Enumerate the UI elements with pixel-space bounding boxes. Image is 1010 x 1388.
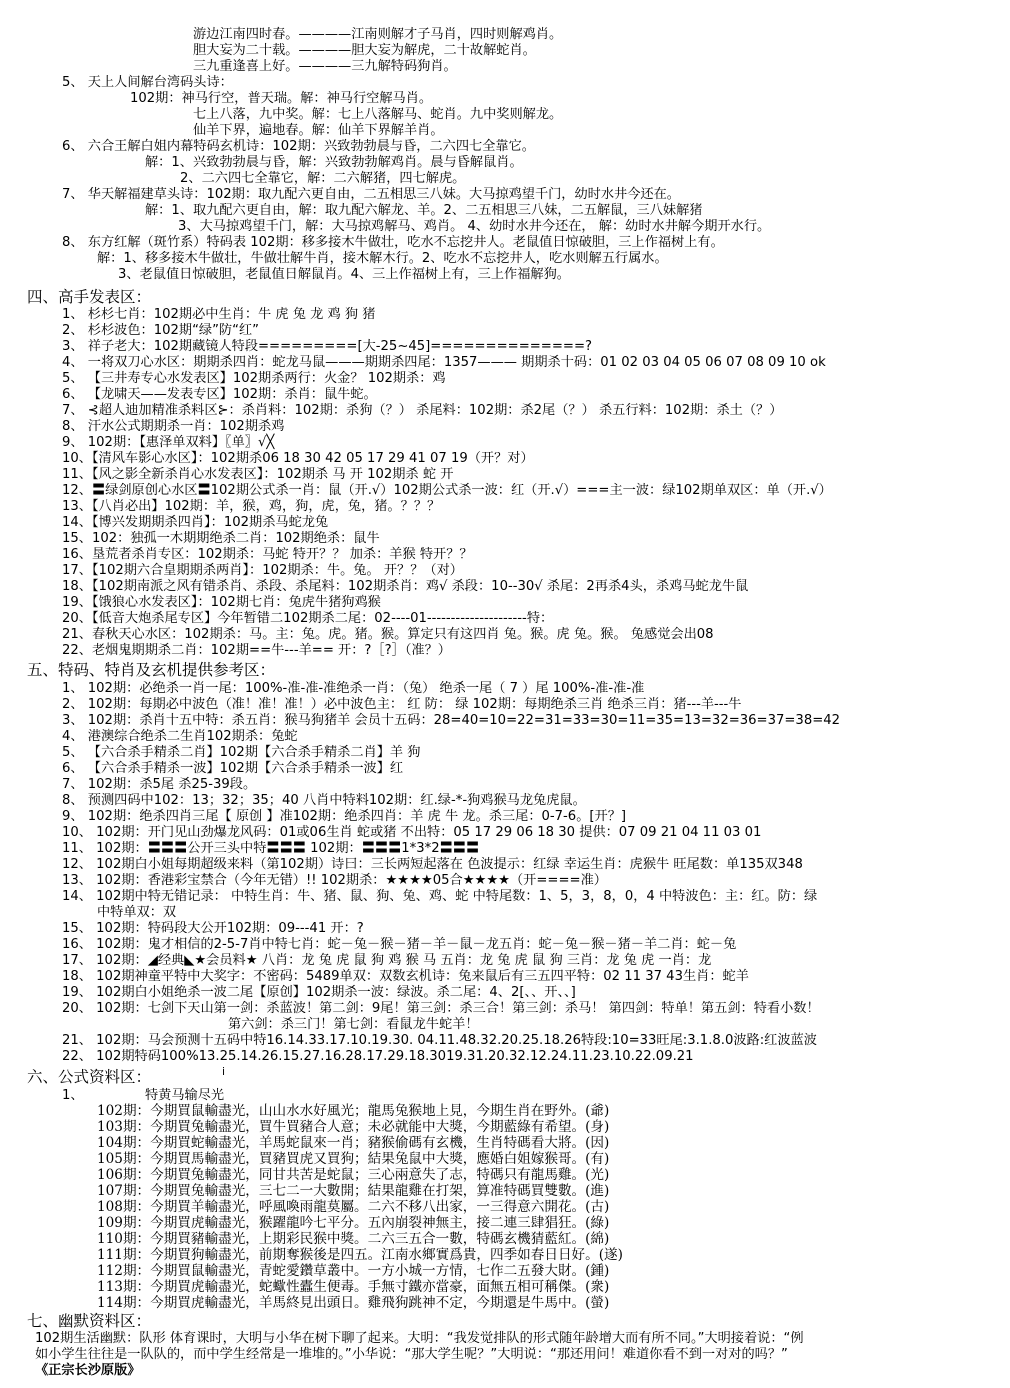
text-mark: i <box>222 1064 226 1078</box>
text-line: 104期：今期買蛇輸盡光，羊馬蛇鼠來一肖；豬猴偷碼有玄機，生肖特碼看大將。(因) <box>97 1135 610 1152</box>
text-line: 17、【102期六合皇期期杀两肖】：102期杀：牛。兔。 开？？（对） <box>62 563 463 579</box>
text-line: 解：1、兴致勃勃晨与昏，解：兴致勃勃解鸡肖。晨与昏解鼠肖。 <box>145 154 523 170</box>
text-line: 105期：今期買馬輸盡光，買豬買虎又買狗；結果兔鼠中大獎，應婚白姐嫁猴哥。(有) <box>97 1151 610 1168</box>
text-line: 4、 港澳综合绝杀二生肖102期杀：兔蛇 <box>62 728 298 744</box>
text-line: 102期生活幽默：队形 体育课时，大明与小华在树下聊了起来。大明：“我发觉排队的形式随年龄增大而有所不同。”大明接着说：“例 <box>35 1331 804 1346</box>
text-line: 解：1、移多接木牛做壮，牛做壮解牛肖，接木解木行。2、吃水不忘挖井人，吃水则解五行属水。 <box>97 250 668 266</box>
text-line: 1、 杉杉七肖：102期必中生肖：牛 虎 兔 龙 鸡 狗 猪 <box>62 307 376 323</box>
text-line: 106期：今期買兔輸盡光，同甘共苦是蛇鼠；三心兩意失了志，特碼只有龍馬雞。(光) <box>97 1167 610 1184</box>
text-line: 102期：神马行空，普天瑞。解：神马行空解马肖。 <box>130 90 433 106</box>
text-line: 14、 102期中特无错记录： 中特生肖：牛、猪、鼠、狗、兔、鸡、蛇 中特尾数：1、5，3，8，0，4 中特波色：主：红。防：绿 <box>62 888 818 904</box>
text-line: 21、春秋天心水区：102期杀：马。主：兔。虎。猪。猴。算定只有这四肖 兔。猴。虎 兔。猴。 兔感觉会出08 <box>62 627 714 643</box>
section-title: 六、公式资料区： <box>27 1067 152 1086</box>
text-line: 12、〓绿剑原创心水区〓102期公式杀一肖：鼠（开.√）102期公式杀一波：红（开.√）===主一波：绿102期单双区：单（开.√） <box>62 483 832 499</box>
text-line: 20、 102期：七剑下天山第一剑：杀蓝波！第二剑：9尾！第三剑：杀三合！第三剑：杀马！ 第四剑：特单！第五剑：特看小数！ <box>62 1000 820 1016</box>
text-line: 111期：今期買狗輸盡光，前期奪猴後是四五。江南水鄉實爲貴，四季如春日日好。(遂) <box>97 1247 623 1264</box>
text-line: 112期：今期買鼠輸盡光，青蛇愛鑽草叢中。一方小城一方情，七作二五發大財。(鍾) <box>97 1263 610 1280</box>
text-line: 中特单双：双 <box>97 904 177 920</box>
text-line: 2、 102期：每期必中波色（准！准！准！）必中波色主： 红 防： 绿 102期：每期绝杀三肖 绝杀三肖：猪---羊---牛 <box>62 696 742 712</box>
text-line: 19、【饿狼心水发表区】：102期七肖：兔虎牛猪狗鸡猴 <box>62 595 381 611</box>
text-line: 14、【博兴发期期杀四肖】：102期杀马蛇龙兔 <box>62 515 329 531</box>
text-line: 114期：今期買虎輸盡光，羊馬終見出頭日。雞飛狗跳神不定，今期還是牛馬中。(螢) <box>97 1295 610 1312</box>
text-line: 6、 【六合杀手精杀一波】102期【六合杀手精杀一波】红 <box>62 760 404 776</box>
text-line: 4、 一将双刀心水区：期期杀四肖：蛇龙马鼠———期期杀四尾：1357——— 期期杀十码：01 02 03 04 05 06 07 08 09 10 ok <box>62 355 826 371</box>
text-line: 游边江南四时春。————江南则解才子马肖，四时则解鸡肖。 <box>193 27 563 42</box>
text-line: 19、 102期白小姐绝杀一波二尾【原创】102期杀一波：绿波。杀二尾：4、2[、、开、、] <box>62 984 576 1000</box>
text-line: 如小学生往往是一队队的，而中学生经常是一堆堆的。”小华说：“那大学生呢？”大明说：“那还用问！难道你看不到一对对的吗？” <box>35 1347 788 1362</box>
text-line: 103期：今期買兔輸盡光，買牛買豬合人意；未必就能中大獎，今期藍綠有希望。(身) <box>97 1119 610 1136</box>
text-line: 108期：今期買羊輸盡光，呼風喚雨龍莫屬。二六不移八出家，一三得意六開花。(古) <box>97 1199 610 1216</box>
text-line: 7、 102期：杀5尾 杀25-39段。 <box>62 776 257 792</box>
text-line: 6、 【龙啸天——发表专区】102期：杀肖：鼠牛蛇。 <box>62 387 377 403</box>
text-line: 18、 102期神童平特中大奖字：不密码：5489单双：双数玄机诗：兔来鼠后有三五四平特：02 11 37 43生肖：蛇羊 <box>62 968 749 984</box>
text-line: 6、 六合王解白姐内幕特码玄机诗：102期：兴致勃勃晨与昏，二六四七全靠它。 <box>62 138 535 154</box>
section-title: 四、高手发表区： <box>27 287 152 306</box>
text-line: 16、垦荒者杀肖专区：102期杀：马蛇 特开？？ 加杀：羊猴 特开？？ <box>62 547 473 563</box>
text-line: 3、 祥子老大：102期藏镜人特段=========[大-25~45]==============? <box>62 339 592 355</box>
text-line: 13、【八肖必出】102期：羊，猴，鸡，狗，虎，兔，猪。？？？ <box>62 499 441 515</box>
text-line: 12、 102期白小姐每期超级来料（第102期）诗曰：三长两短起落在 色波提示：红绿 幸运生肖：虎猴牛 旺尾数：单135双348 <box>62 856 803 872</box>
text-line: 7、 华天解福建草头诗：102期：取九配六更自由，二五相思三八妹。大马掠鸡望千门，幼时水井今还在。 <box>62 186 680 202</box>
text-line: 2、 杉杉波色：102期“绿”防“红” <box>62 323 259 339</box>
text-line: 18、【102期南派之风有错杀肖、杀段、杀尾料：102期杀肖：鸡√ 杀段：10--30√ 杀尾：2再杀4头，杀鸡马蛇龙牛鼠 <box>62 579 749 595</box>
text-line: 7、 ⊰超人迪加精准杀料区⊱：杀肖料：102期：杀狗（？） 杀尾料：102期：杀2尾（？） 杀五行料：102期：杀土（？） <box>62 403 783 419</box>
text-line: 21、 102期：马会预测十五码中特16.14.33.17.10.19.30. 04.11.48.32.20.25.18.26特段:10=33旺尾:3.1.8.0波路:红波蓝波 <box>62 1032 817 1048</box>
text-line: 5、 【六合杀手精杀二肖】102期【六合杀手精杀二肖】羊 狗 <box>62 744 421 760</box>
text-line: 8、 东方红解（斑竹系）特码表 102期：移多接木牛做壮，吃水不忘挖井人。老鼠值日惊破胆，三上作福树上有。 <box>62 234 724 250</box>
text-line: 10、 102期：开门见山劲爆龙风码：01或06生肖 蛇或猪 不出特：05 17 29 06 18 30 提供：07 09 21 04 11 03 01 <box>62 824 762 840</box>
text-line: 102期：今期買鼠輸盡光，山山水水好風光；龍馬兔猴地上見，今期生肖在野外。(爺) <box>97 1103 610 1120</box>
text-line: 5、 天上人间解台湾码头诗： <box>62 74 233 90</box>
text-line: 2、二六四七全靠它，解：二六解猪，四七解虎。 <box>180 170 466 186</box>
text-line: 3、大马掠鸡望千门，解：大马掠鸡解马、鸡肖。 4、幼时水井今还在， 解：幼时水井解今期开水行。 <box>178 218 771 234</box>
text-line: 109期：今期買虎輸盡光，猴躍龍吟七平分。五內崩裂神無主，接二連三肆猖狂。(綠) <box>97 1215 610 1232</box>
text-line: 15、 102期：特码段大公开102期：09---41 开：? <box>62 920 364 936</box>
text-line: 16、 102期：鬼才相信的2-5-7肖中特七肖：蛇－兔－猴－猪－羊－鼠－龙五肖：蛇－兔－猴－猪－羊二肖：蛇－兔 <box>62 936 737 952</box>
text-line: 三九重逢喜上好。————三九解特码狗肖。 <box>193 58 457 74</box>
text-line: 仙羊下界，遍地春。解：仙羊下界解羊肖。 <box>193 122 444 138</box>
text-line: 七上八落，九中奖。解：七上八落解马、蛇肖。九中奖则解龙。 <box>193 106 563 122</box>
text-line: 15、102：独孤一木期期绝杀二肖：102期绝杀：鼠牛 <box>62 531 380 547</box>
text-line: 8、 汗水公式期期杀一肖：102期杀鸡 <box>62 419 285 435</box>
text-line: 22、老烟鬼期期杀二肖：102期==牛---羊== 开：?［?］（准？） <box>62 643 451 659</box>
text-line: 9、 102期：【惠泽单双料】〖单〗√╳ <box>62 435 275 451</box>
section-title: 五、特码、特肖及玄机提供参考区： <box>27 661 276 680</box>
text-line: 11、【风之影全新杀肖心水发表区】：102期杀 马 开 102期杀 蛇 开 <box>62 467 454 483</box>
text-line: 17、 102期：◢经典◣★会员料★ 八肖：龙 兔 虎 鼠 狗 鸡 猴 马 五肖：龙 兔 虎 鼠 狗 三肖：龙 兔 虎 一肖：龙 <box>62 952 712 968</box>
item-title: 特黄马输尽光 <box>145 1088 225 1104</box>
text-line: 22、 102期特码100%13.25.14.26.15.27.16.28.17.29.18.3019.31.20.32.12.24.11.23.10.22.09.21 <box>62 1048 694 1064</box>
text-line: 5、 【三井寿专心水发表区】102期杀两行：火金？ 102期杀：鸡 <box>62 371 446 387</box>
text-line: 13、 102期：香港彩宝禁合（今年无错）!! 102期杀：★★★★05合★★★★（开====准） <box>62 872 607 888</box>
section-title: 七、幽默资料区： <box>27 1312 152 1331</box>
text-line: 110期：今期買豬輸盡光，上期彩民猴中獎。二六三五合一數，特碼玄機猜藍紅。(綿) <box>97 1231 610 1248</box>
text-line: 3、 102期：杀肖十五中特：杀五肖：猴马狗猪羊 会员十五码：28=40=10=22=31=33=30=11=35=13=32=36=37=38=42 <box>62 712 841 728</box>
text-line: 107期：今期買兔輸盡光，三七二一大數開；結果龍雞在打架，算准特碼買雙數。(進) <box>97 1183 610 1200</box>
item-number: 1、 <box>62 1088 84 1104</box>
text-line: 20、【低音大炮杀尾专区】今年暂错二102期杀二尾：02----01---------------------特： <box>62 611 554 627</box>
text-line: 3、老鼠值日惊破胆，老鼠值日解鼠肖。4、三上作福树上有，三上作福解狗。 <box>118 266 570 282</box>
text-line: 1、 102期：必绝杀一肖一尾：100%-准-准-准绝杀一肖：（兔） 绝杀一尾（ 7 ）尾 100%-准-准-准 <box>62 680 645 696</box>
text-line: 9、 102期：绝杀四肖三尾【 原创 】准102期：绝杀四肖：羊 虎 牛 龙。杀三尾：0-7-6。[开？] <box>62 808 627 824</box>
text-line: 解：1、取九配六更自由，解：取九配六解龙、羊。2、二五相思三八妹，二五解鼠，三八妹解猪 <box>145 202 703 218</box>
text-line: 第六剑：杀三门！第七剑：看鼠龙牛蛇羊！ <box>228 1016 479 1032</box>
footer-title: 《正宗长沙原版》 <box>35 1363 141 1378</box>
text-line: 11、 102期：〓〓〓公开三头中特〓〓〓 102期：〓〓〓1*3*2〓〓〓 <box>62 840 480 856</box>
text-line: 10、【清风车影心水区】：102期杀06 18 30 42 05 17 29 41 07 19（开？对） <box>62 451 534 467</box>
text-line: 113期：今期買虎輸盡光，蛇蠍性蠹生便毒。手無寸鐵亦當豪，面無五相可稱傑。(衆) <box>97 1279 610 1296</box>
text-line: 8、 预测四码中102：13；32；35；40 八肖中特料102期：红.绿-*-狗鸡猴马龙兔虎鼠。 <box>62 792 586 808</box>
text-line: 胆大妄为二十载。————胆大妄为解虎，二十故解蛇肖。 <box>193 42 536 58</box>
